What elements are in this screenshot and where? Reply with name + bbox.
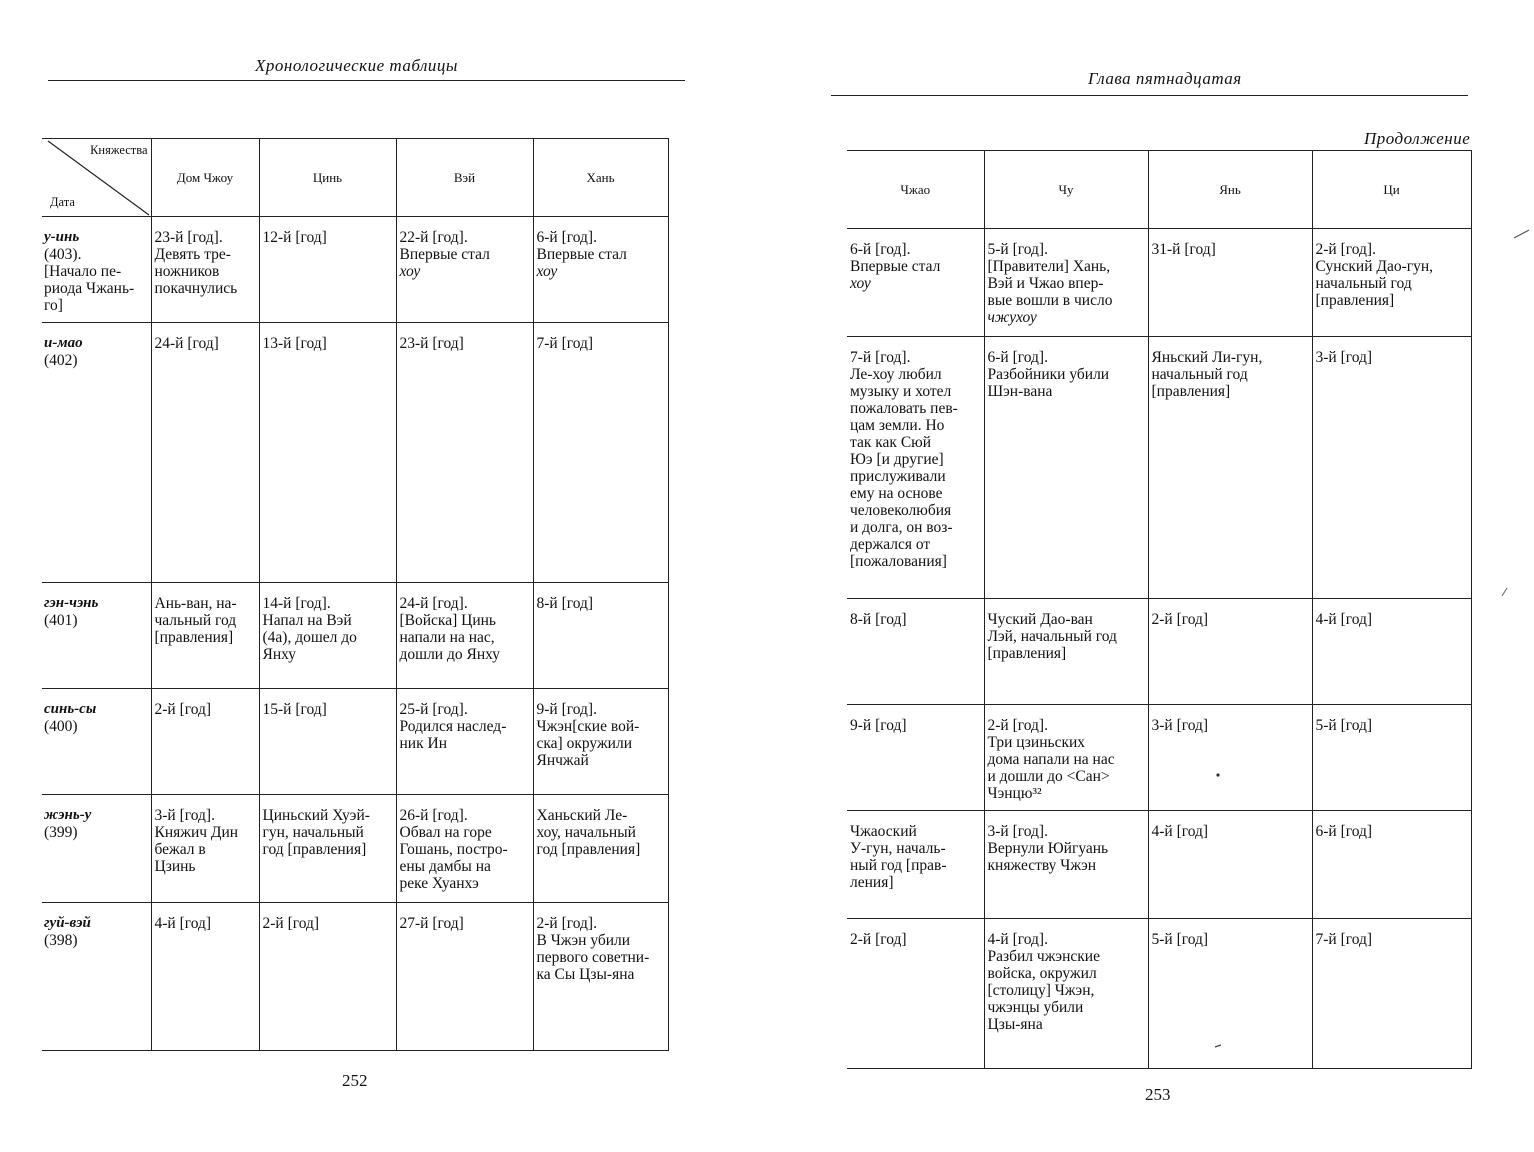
scan-mark <box>1500 586 1510 598</box>
table-row <box>42 323 668 583</box>
table-row <box>847 705 1471 811</box>
cell-text: 31-й [год] <box>1151 241 1216 258</box>
right-page <box>767 0 1534 1152</box>
table-cell <box>259 583 396 689</box>
table-cell <box>847 229 984 337</box>
table-header-row <box>42 139 668 217</box>
chronological-table-right <box>847 150 1472 1069</box>
cell-text: 2-й [год]. Три цзиньских дома напали на нас и дошли до <Сан> Чэнцю³² <box>987 717 1115 802</box>
table-row <box>42 689 668 795</box>
table-cell <box>847 919 984 1069</box>
column-header: Хань <box>533 139 668 217</box>
cell-text: Ань-ван, на- чальный год [правления] <box>154 595 237 646</box>
table-row <box>42 217 668 323</box>
cell-text: 3-й [год] <box>1151 717 1209 734</box>
table-cell <box>533 903 668 1051</box>
table-cell <box>984 599 1148 705</box>
cell-text: 3-й [год]. Вернули Юйгуань княжеству Чжэн <box>987 823 1109 874</box>
table-cell <box>533 689 668 795</box>
cell-text: 5-й [год]. [Правители] Хань, Вэй и Чжао впер- вые вошли в число <box>987 241 1113 309</box>
cell-text: 8-й [год] <box>850 611 907 628</box>
cell-text: 15-й [год] <box>262 701 327 718</box>
table-cell <box>1312 919 1471 1069</box>
cell-text: 22-й [год]. Впервые стал <box>399 229 490 263</box>
cell-text: 2-й [год]. В Чжэн убили первого советни- ка Сы Цзы-яна <box>536 915 650 983</box>
page-number: 252 <box>342 1071 368 1090</box>
year-bc: (403). <box>44 246 82 263</box>
column-header: Ци <box>1312 151 1471 229</box>
cell-text: 4-й [год] <box>1315 611 1373 628</box>
cell-text: 6-й [год]. Разбойники убили Шэн-вана <box>987 349 1110 400</box>
cell-text: 6-й [год] <box>1315 823 1373 840</box>
cell-text: 25-й [год]. Родился наслед- ник Ин <box>399 701 507 752</box>
table-cell <box>151 323 259 583</box>
year-bc: (401) <box>44 612 78 629</box>
cyclical-date-name: и-мао <box>44 335 83 351</box>
table-cell <box>533 583 668 689</box>
cell-text: Яньский Ли-гун, начальный год [правления] <box>1151 349 1263 400</box>
table-cell <box>984 229 1148 337</box>
cell-text: 23-й [год] <box>399 335 464 352</box>
table-cell <box>1312 599 1471 705</box>
cell-text: 3-й [год]. Княжич Дин бежал в Цзинь <box>154 807 239 875</box>
table-cell <box>533 323 668 583</box>
cell-italic-term: хоу <box>536 263 558 280</box>
cell-text: 5-й [год] <box>1151 931 1209 948</box>
header-rule <box>831 95 1468 96</box>
column-header: Цинь <box>259 139 396 217</box>
table-row <box>847 919 1471 1069</box>
table-cell <box>151 583 259 689</box>
table-row <box>42 795 668 903</box>
table-cell <box>984 705 1148 811</box>
cell-text: 13-й [год] <box>262 335 327 352</box>
table-cell <box>1312 705 1471 811</box>
cell-text: 2-й [год]. Сунский Дао-гун, начальный год [правления] <box>1315 241 1434 309</box>
table-cell <box>1148 599 1312 705</box>
cell-text: 23-й [год]. Девять тре- ножников покачнулись <box>154 229 238 297</box>
column-header: Янь <box>1148 151 1312 229</box>
table-cell <box>396 323 533 583</box>
cell-text: 4-й [год] <box>154 915 212 932</box>
table-cell <box>151 903 259 1051</box>
table-cell <box>984 337 1148 599</box>
table-cell <box>396 217 533 323</box>
cell-text: 2-й [год] <box>154 701 212 718</box>
year-bc: (400) <box>44 718 78 735</box>
cell-text: 3-й [год] <box>1315 349 1373 366</box>
table-cell <box>847 337 984 599</box>
table-row <box>42 583 668 689</box>
cell-text: 9-й [год] <box>850 717 907 734</box>
table-cell <box>259 689 396 795</box>
table-cell <box>151 795 259 903</box>
date-cell <box>42 583 151 689</box>
cell-text: 2-й [год] <box>1151 611 1209 628</box>
scan-mark <box>1215 772 1221 778</box>
cell-text: Ханьский Ле- хоу, начальный год [правления] <box>536 807 641 858</box>
date-cell <box>42 217 151 323</box>
table-row <box>42 903 668 1051</box>
corner-label-date: Дата <box>50 195 75 209</box>
table-cell <box>259 323 396 583</box>
table-cell <box>847 811 984 919</box>
table-row <box>847 229 1471 337</box>
cell-text: 27-й [год] <box>399 915 464 932</box>
cell-text: Чжаоский У-гун, началь- ный год [прав- ления] <box>850 823 947 891</box>
table-cell <box>1148 229 1312 337</box>
cell-text: 12-й [год] <box>262 229 327 246</box>
cyclical-date-name: у-инь <box>44 229 80 245</box>
cell-italic-term: чжухоу <box>987 309 1037 326</box>
cyclical-date-name: гуй-вэй <box>44 915 91 931</box>
table-cell <box>151 689 259 795</box>
cell-text: 2-й [год] <box>850 931 907 948</box>
table-cell <box>847 599 984 705</box>
header-rule <box>48 80 685 81</box>
cell-text: 4-й [год] <box>1151 823 1209 840</box>
table-cell <box>396 903 533 1051</box>
cell-text: 7-й [год] <box>1315 931 1373 948</box>
cell-text: 14-й [год]. Напал на Вэй (4а), дошел до Янху <box>262 595 357 663</box>
cyclical-date-name: жэнь-у <box>44 807 92 823</box>
table-cell <box>396 583 533 689</box>
cyclical-date-name: синь-сы <box>44 701 97 717</box>
chronological-table-left <box>42 138 669 1051</box>
table-cell <box>533 795 668 903</box>
year-bc: (398) <box>44 932 78 949</box>
period-note: [Начало пе- риода Чжань- го] <box>44 263 135 314</box>
table-cell <box>1148 705 1312 811</box>
date-cell <box>42 323 151 583</box>
cell-italic-term: хоу <box>399 263 421 280</box>
corner-label-principalities: Княжества <box>90 143 148 157</box>
continuation-note: Продолжение <box>1364 129 1471 148</box>
running-head: Глава пятнадцатая <box>1088 69 1242 88</box>
table-row <box>847 337 1471 599</box>
running-head: Хронологические таблицы <box>255 56 458 75</box>
scan-mark <box>1214 1043 1222 1049</box>
year-bc: (402) <box>44 352 78 369</box>
table-cell <box>1148 919 1312 1069</box>
column-header: Дом Чжоу <box>151 139 259 217</box>
table-cell <box>396 795 533 903</box>
cell-text: 6-й [год]. Впервые стал <box>850 241 941 275</box>
cell-text: 2-й [год] <box>262 915 320 932</box>
column-header: Чжао <box>847 151 984 229</box>
cell-text: 9-й [год]. Чжэн[ские вой- ска] окружили Янчжай <box>536 701 640 769</box>
cell-text: 7-й [год] <box>536 335 594 352</box>
cyclical-date-name: гэн-чэнь <box>44 595 99 611</box>
date-cell <box>42 795 151 903</box>
column-header: Чу <box>984 151 1148 229</box>
table-cell <box>151 217 259 323</box>
cell-text: 24-й [год]. [Войска] Цинь напали на нас, дошли до Янху <box>399 595 501 663</box>
cell-text: Чуский Дао-ван Лэй, начальный год [правления] <box>987 611 1117 662</box>
cell-text: 5-й [год] <box>1315 717 1373 734</box>
cell-text: Циньский Хуэй- гун, начальный год [правления] <box>262 807 370 858</box>
table-row <box>847 811 1471 919</box>
date-cell <box>42 689 151 795</box>
table-cell <box>1148 337 1312 599</box>
cell-text: 6-й [год]. Впервые стал <box>536 229 627 263</box>
cell-text: 24-й [год] <box>154 335 219 352</box>
cell-text: 7-й [год]. Ле-хоу любил музыку и хотел пожаловать пев- цам земли. Но так как Сюй Юэ [и другие] прислуживали ему на основе человеколюбия и долга, он воз- держался от [пожалования] <box>850 349 958 570</box>
scan-mark <box>1513 226 1531 240</box>
table-cell <box>1312 337 1471 599</box>
table-cell <box>1312 811 1471 919</box>
table-cell <box>1312 229 1471 337</box>
table-header-row <box>847 151 1471 229</box>
table-row <box>847 599 1471 705</box>
table-cell <box>984 811 1148 919</box>
page-number: 253 <box>1145 1085 1171 1104</box>
corner-header-cell <box>42 139 151 217</box>
table-cell <box>984 919 1148 1069</box>
table-cell <box>533 217 668 323</box>
year-bc: (399) <box>44 824 78 841</box>
cell-text: 8-й [год] <box>536 595 594 612</box>
table-cell <box>396 689 533 795</box>
table-cell <box>1148 811 1312 919</box>
column-header: Вэй <box>396 139 533 217</box>
cell-text: 4-й [год]. Разбил чжэнские войска, окружил [столицу] Чжэн, чжэнцы убили Цзы-яна <box>987 931 1100 1033</box>
cell-text: 26-й [год]. Обвал на горе Гошань, постро- ены дамбы на реке Хуанхэ <box>399 807 508 892</box>
table-cell <box>259 795 396 903</box>
table-cell <box>847 705 984 811</box>
table-cell <box>259 217 396 323</box>
table-cell <box>259 903 396 1051</box>
cell-italic-term: хоу <box>850 275 871 292</box>
date-cell <box>42 903 151 1051</box>
